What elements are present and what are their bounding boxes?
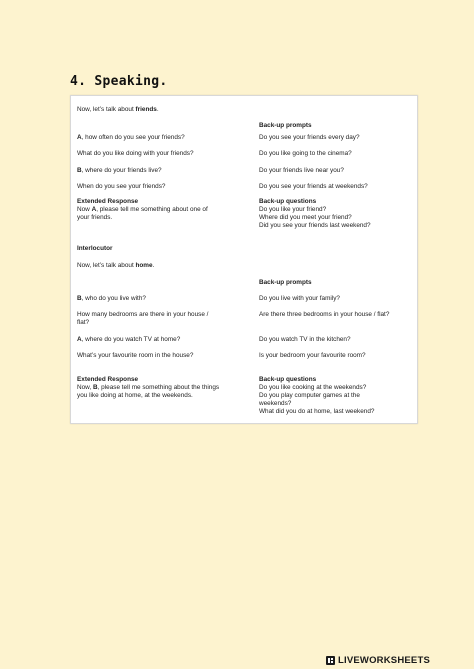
part1-intro-suffix: . [156, 106, 159, 113]
part2-backup-question-1: Do you like cooking at the weekends? [259, 384, 367, 391]
liveworksheets-logo-text: LIVEWORKSHEETS [338, 654, 431, 666]
extended-text-part: , please tell me something about one of [96, 206, 208, 213]
part2-question-2-line2: flat? [77, 319, 90, 326]
part2-intro-prefix: Now, let’s talk about [77, 262, 136, 269]
part2-backup-header: Back-up prompts [259, 279, 312, 286]
section-heading: 4. Speaking. [70, 74, 168, 89]
part2-backup-question-3: What did you do at home, last weekend? [259, 408, 375, 415]
part1-extended-line1 [77, 206, 208, 214]
question-name-prefix: B [77, 295, 82, 302]
extended-text-part: , please tell me something about the things [97, 384, 220, 391]
part1-backup-question-2: Where did you meet your friend? [259, 214, 352, 221]
part2-backup-2: Are there three bedrooms in your house / flat? [259, 311, 390, 318]
question-name-prefix: A [77, 336, 82, 343]
part2-extended-title: Extended Response [77, 376, 139, 383]
speaking-sheet [70, 95, 418, 424]
part2-backup-question-2: Do you play computer games at the [259, 392, 360, 399]
part1-backup-2: Do you like going to the cinema? [259, 150, 352, 157]
part1-intro-prefix: Now, let’s talk about [77, 106, 136, 113]
extended-text-student: B [92, 384, 98, 391]
part2-question-2-line1: How many bedrooms are there in your house / [77, 311, 209, 318]
part1-backup-3: Do your friends live near you? [259, 167, 344, 174]
part2-backup-questions-title: Back-up questions [259, 376, 317, 383]
part1-intro-topic: friends [135, 106, 157, 113]
part1-backup-4: Do you see your friends at weekends? [259, 183, 368, 190]
interlocutor-label: Interlocutor [77, 245, 113, 252]
part2-backup-3: Do you watch TV in the kitchen? [259, 336, 351, 343]
part2-backup-question-2b: weekends? [259, 400, 292, 407]
part2-question-4: What’s your favourite room in the house? [77, 352, 194, 359]
part1-backup-question-3: Did you see your friends last weekend? [259, 222, 371, 229]
part1-question-4: When do you see your friends? [77, 183, 166, 190]
part1-extended-title: Extended Response [77, 198, 139, 205]
part2-question-1 [77, 295, 146, 303]
part1-question-2: What do you like doing with your friends? [77, 150, 194, 157]
question-name-prefix: B [77, 167, 82, 174]
part2-backup-1: Do you live with your family? [259, 295, 340, 302]
question-text: , where do you watch TV at home? [81, 336, 181, 343]
part2-intro-topic: home [135, 262, 153, 269]
liveworksheets-footer[interactable] [326, 654, 430, 666]
part2-question-3 [77, 336, 180, 344]
extended-text-student: A [91, 206, 97, 213]
part1-extended-line2: your friends. [77, 214, 113, 221]
part1-question-3 [77, 167, 162, 175]
question-text: , where do your friends live? [81, 167, 162, 174]
part2-extended-line1 [77, 384, 219, 392]
extended-text-part: Now, [77, 384, 93, 391]
part2-backup-4: Is your bedroom your favourite room? [259, 352, 366, 359]
question-name-prefix: A [77, 134, 82, 141]
part2-intro-suffix: . [152, 262, 155, 269]
question-text: , who do you live with? [81, 295, 146, 302]
part1-intro [77, 106, 159, 114]
liveworksheets-logo-icon [326, 656, 335, 665]
part1-backup-header: Back-up prompts [259, 122, 312, 129]
part1-backup-question-1: Do you like your friend? [259, 206, 327, 213]
part2-intro [77, 262, 154, 270]
part1-backup-questions-title: Back-up questions [259, 198, 317, 205]
part1-question-1 [77, 134, 185, 142]
part1-backup-1: Do you see your friends every day? [259, 134, 360, 141]
question-text: , how often do you see your friends? [81, 134, 185, 141]
extended-text-part: Now [77, 206, 92, 213]
part2-extended-line2: you like doing at home, at the weekends. [77, 392, 193, 399]
